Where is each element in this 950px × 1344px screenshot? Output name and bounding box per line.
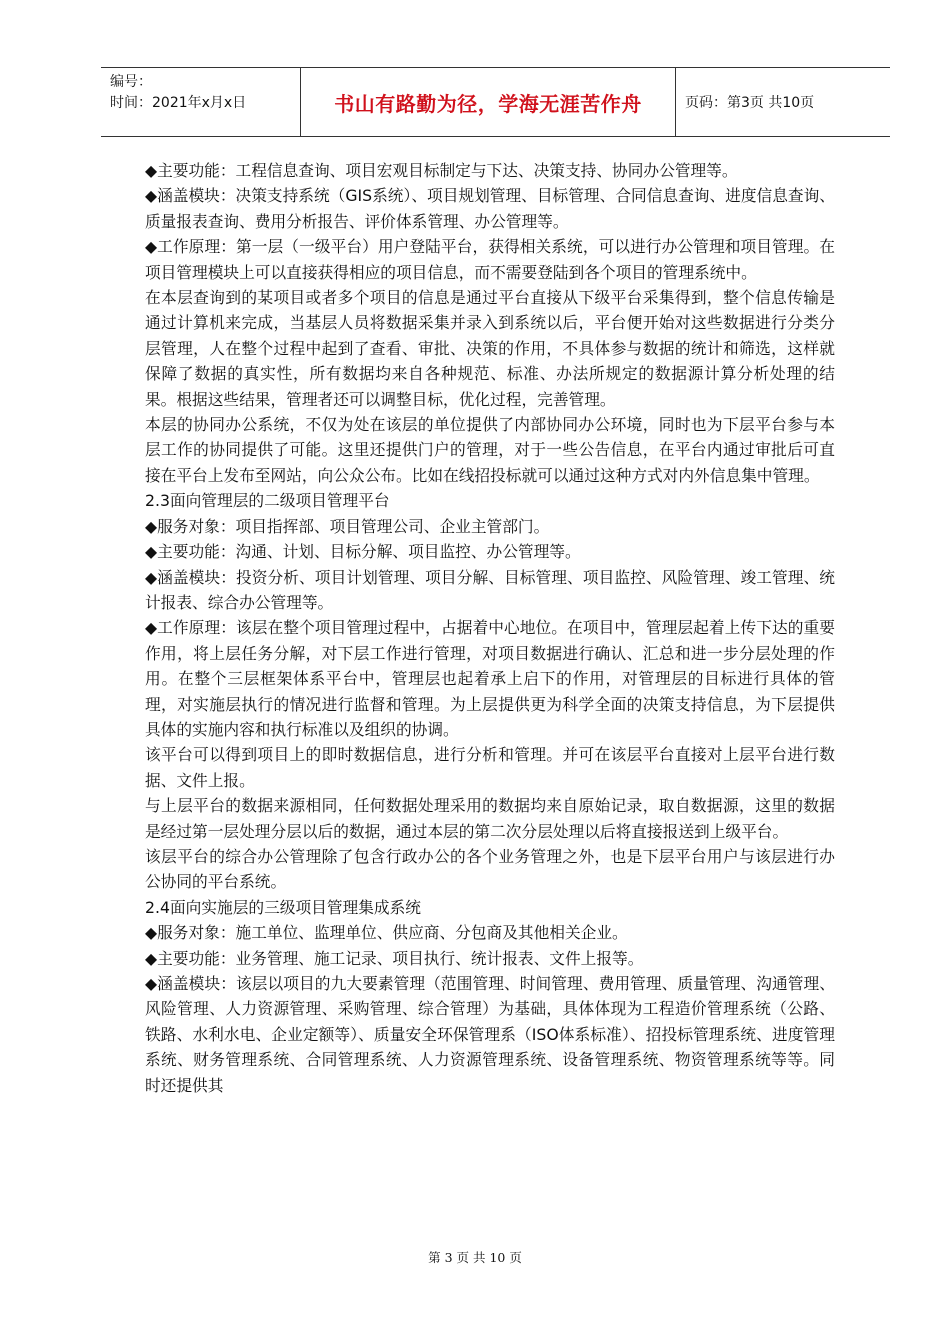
paragraph: 与上层平台的数据来源相同，任何数据处理采用的数据均来自原始记录，取自数据源，这里的数据是经过第一层处理分层以后的数据，通过本层的第二次分层处理以后将直接报送到上级平台。 <box>145 796 835 841</box>
document-body <box>145 158 835 1098</box>
paragraph: ◆工作原理：第一层（一级平台）用户登陆平台，获得相关系统，可以进行办公管理和项目管理。在项目管理模块上可以直接获得相应的项目信息，而不需要登陆到各个项目的管理系统中。 <box>145 237 835 282</box>
paragraph: ◆服务对象：施工单位、监理单位、供应商、分包商及其他相关企业。 <box>145 923 628 943</box>
paragraph: ◆涵盖模块：投资分析、项目计划管理、项目分解、目标管理、项目监控、风险管理、竣工管理、统计报表、综合办公管理等。 <box>145 567 835 612</box>
header-page-info: 页码：第3页 共10页 <box>685 95 815 111</box>
paragraph: ◆涵盖模块：决策支持系统（GIS系统）、项目规划管理、目标管理、合同信息查询、进度信息查询、质量报表查询、费用分析报告、评价体系管理、办公管理等。 <box>145 186 835 231</box>
document-number-label: 编号： <box>110 74 152 90</box>
paragraph: ◆工作原理：该层在整个项目管理过程中，占据着中心地位。在项目中，管理层起着上传下达的重要作用，将上层任务分解，对下层工作进行管理，对项目数据进行确认、汇总和进一步分层处理的作用。在整个三层框架体系平台中，管理层也起着承上启下的作用，对管理层的目标进行具体的管理，对实施层执行的情况进行监督和管理。为上层提供更为科学全面的决策支持信息，为下层提供具体的实施内容和执行标准以及组织的协调。 <box>145 618 835 739</box>
paragraph: ◆服务对象：项目指挥部、项目管理公司、企业主管部门。 <box>145 516 550 536</box>
header-motto: 书山有路勤为径，学海无涯苦作舟 <box>301 68 676 136</box>
paragraph: ◆主要功能：工程信息查询、项目宏观目标制定与下达、决策支持、协同办公管理等。 <box>145 161 738 180</box>
paragraph: 该层平台的综合办公管理除了包含行政办公的各个业务管理之外，也是下层平台用户与该层进行办公协同的平台系统。 <box>145 846 835 892</box>
paragraph: 在本层查询到的某项目或者多个项目的信息是通过平台直接从下级平台采集得到，整个信息传输是通过计算机来完成，当基层人员将数据采集并录入到系统以后，平台便开始对这些数据进行分类分层管理，人在整个过程中起到了查看、审批、决策的作用，不具体参与数据的统计和筛选，这样就保障了数据的真实性，所有数据均来自各种规范、标准、办法所规定的数据源计算分析处理的结果。根据这些结果，管理者还可以调整目标，优化过程，完善管理。 <box>145 288 835 409</box>
paragraph: 本层的协同办公系统，不仅为处在该层的单位提供了内部协同办公环境，同时也为下层平台参与本层工作的协同提供了可能。这里还提供门户的管理，对于一些公告信息，在平台内通过审批后可直接在平台上发布至网站，向公众公布。比如在线招投标就可以通过这种方式对内外信息集中管理。 <box>145 415 835 485</box>
paragraph: ◆涵盖模块：该层以项目的九大要素管理（范围管理、时间管理、费用管理、质量管理、沟通管理、风险管理、人力资源管理、采购管理、综合管理）为基础，具体体现为工程造价管理系统（公路、铁路、水利水电、企业定额等）、质量安全环保管理系（ISO体系标准）、招投标管理系统、进度管理系统、财务管理系统、合同管理系统、人力资源管理系统、设备管理系统、物资管理系统等等。同时还提供其 <box>145 974 835 1095</box>
paragraph: ◆主要功能：业务管理、施工记录、项目执行、统计报表、文件上报等。 <box>145 948 644 968</box>
page-footer: 第 3 页 共 10 页 <box>428 1250 522 1265</box>
section-heading: 2.4面向实施层的三级项目管理集成系统 <box>145 897 421 917</box>
paragraph: 该平台可以得到项目上的即时数据信息，进行分析和管理。并可在该层平台直接对上层平台进行数据、文件上报。 <box>145 745 835 790</box>
paragraph: ◆主要功能：沟通、计划、目标分解、项目监控、办公管理等。 <box>145 542 581 562</box>
page-header <box>101 67 890 137</box>
document-time-label: 时间：2021年x月x日 <box>110 95 247 111</box>
section-heading: 2.3面向管理层的二级项目管理平台 <box>145 491 390 511</box>
header-info-cell <box>101 68 301 136</box>
